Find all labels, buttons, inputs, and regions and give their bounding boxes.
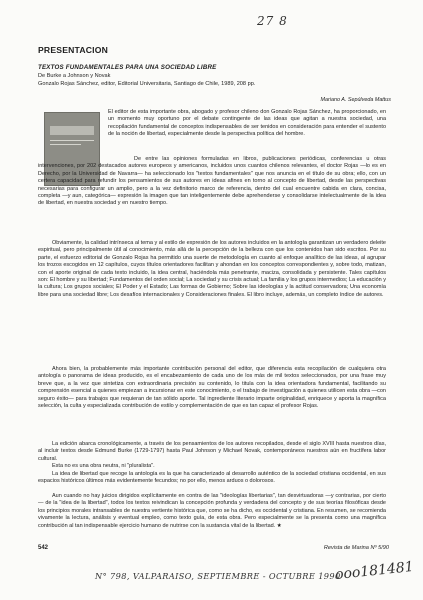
book-cover-line xyxy=(50,140,94,141)
body-paragraph: La idea de libertad que recoge la antología es la que ha caracterizado al desarrollo auténtico de la sociedad cristiana occidental, en sus espacios históricos últimos más evidentemente fecundos; no por ello, menos arduos o dolorosos. xyxy=(38,471,386,485)
body-paragraph: El editor de esta importante obra, abogado y profesor chileno don Gonzalo Rojas Sánchez, ha proporcionado, en un momento muy oportuno por el debate contingente de las ideas que agitan a nuestra sociedad, una recopilación fundamental de conceptos indispensables de ser tenidos en consideración para entender el sustento de la noción de libertad, especialmente desde la perspectiva política del hombre. xyxy=(108,109,386,138)
section-heading: PRESENTACION xyxy=(38,45,109,55)
reviewer-name: Mariano A. Sepúlveda Mattus xyxy=(320,97,391,103)
page-number: 542 xyxy=(38,545,49,551)
journal-footer: Revista de Marina Nº 5/90 xyxy=(323,545,389,551)
body-paragraph: Obviamente, la calidad intrínseca al tema y al estilo de expresión de los autores incluidos en la antología garantizan un verdadero deleite espiritual, pero principalmente útil al conocimiento, más allá de la percepción de la belleza con que los contenidos han sido escritos. Por su parte, el esfuerzo editorial de Gonzalo Rojas ha permitido una suerte de metodología en cuanto al enfoque analítico de las ideas, al agrupar los trozos escogidos en 12 capítulos, cuyos títulos orientadores facilitan y ahondan en los conceptos correspondientes y, sobre todo, matizan, con el aporte original de cada texto incluido, la idea central, haciéndola más penetrante, maciza, consolidada y persistente. Tales capítulos son: El hombre y su libertad; Fundamentos del orden social; La sociedad y su crisis actual; La familia y los grupos intermedios; La educación y la cultura; Los grupos sociales; El Poder y el Estado; Las formas de Gobierno; Sobre las ideologías y la actitud conservadora; Una economía libre para una sociedad libre; Los desafíos internacionales y Consideraciones finales. El libro incluye, además, un completo índice de autores. xyxy=(38,240,386,298)
handwritten-issue-note: N° 798, VALPARAISO, SEPTIEMBRE - OCTUBRE 1990 xyxy=(95,571,341,581)
book-cover-title-strip xyxy=(50,126,94,135)
body-paragraph: De entre las opiniones formuladas en libros, publicaciones periódicas, conferencias u otras intervenciones, por 202 destacados autores europeos y americanos, incluidos unos cuantos chilenos relevantes, el doctor Rojas —lo es en Derecho, por la Universidad de Navarra— ha seleccionado los "textos fundamentales" que nos anuncia en el título de su obra; ello, con un certera capacidad para refundir los pensamientos de sus autores en ideas afines en torno al concepto de libertad, desde las perspectivas necesarias para configurar un amplio, pero a la vez definitorio marco de referencia, dentro del cual encuentre cabida en clara, concisa, completa —y aun, categórica— expresión la imagen que tan inteligentemente debe aprehenderse y consolidarse intelectualmente de la idea de libertad, en nuestra sociedad y en nuestro tiempo. xyxy=(38,156,386,207)
body-paragraph: La edición abarca cronológicamente, a través de los pensamientos de los autores recopilados, desde el siglo XVIII hasta nuestros días, al incluir textos desde Edmund Burke (1729-1797) hasta Paul Johnson y Michael Novak, contemporáneos nuestros aún en fructífera labor cultural. xyxy=(38,441,386,462)
body-paragraph: Ahora bien, la probablemente más importante contribución personal del editor, que diferencia esta recopilación de cualquiera otra antología o panorama de ideas producido, es el encabezamiento de cada uno de los más de mil textos seleccionados, por una frase muy breve que, a la vez que sintetiza con extraordinaria precisión su contenido, lo titula con la idea orientadora fundamental, facilitando su comprensión esencial a quienes empiezan a incursionar en este conocimiento, o el trabajo de investigación a quienes utilicen esta obra —con seguro éxito— para trabajos que requieran de tan sólido aporte. Tal ingrediente literario imparte originalidad, enriquece y aporta la magnífica selección, la culta y especializada contribución de estilo y complementación de que es tan capaz el profesor Rojas. xyxy=(38,366,386,410)
book-publisher: Gonzalo Rojas Sánchez, editor, Editorial Universitaria, Santiago de Chile, 1989, 208 pp. xyxy=(38,81,256,87)
handwritten-archive-id: ooo181481 xyxy=(334,558,415,584)
body-paragraph: Esta no es una obra neutra, ni "pluralista". xyxy=(52,463,155,469)
book-title: TEXTOS FUNDAMENTALES PARA UNA SOCIEDAD LIBRE xyxy=(38,64,217,71)
body-paragraph: Aun cuando no hay juicios dirigidos explícitamente en contra de las "ideologías libertarias", tan desvirtuadoras —y contrarias, por cierto— de la "idea de la libertad", todos los textos reivindican la concepción profunda y verdadera del concepto y de sus teorías filosóficas desde los principios morales intransables de nuestra vertiente histórica que, como se ha dicho, es occidental y cristiana. En resumen, se recomienda vivamente la lectura, análisis y eventual empleo, como texto guía, de esta obra. Pero especialmente se la presenta como una magnífica contribución al tan indispensable ejercicio humano de nutrirse con la sustancia vital de la libertad. ★ xyxy=(38,493,386,529)
book-authors: De Burke a Johnson y Novak xyxy=(38,73,111,79)
book-cover-line xyxy=(50,144,81,145)
handwritten-page-number: 27 8 xyxy=(257,14,288,28)
